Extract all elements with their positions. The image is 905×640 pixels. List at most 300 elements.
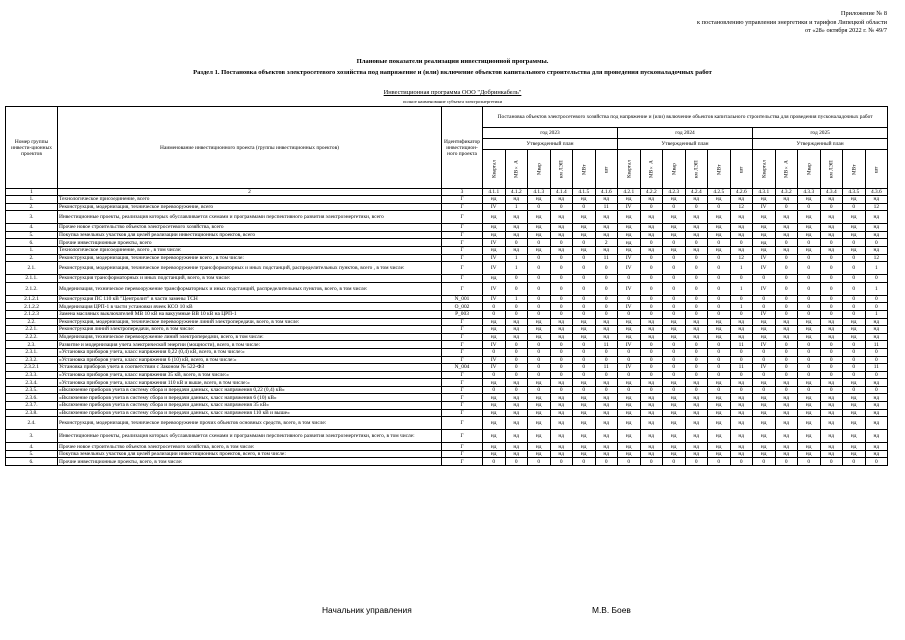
row-value: 0 [708, 239, 731, 247]
row-value: нд [798, 394, 821, 402]
row-value: IV [753, 254, 776, 262]
row-value: нд [550, 326, 573, 334]
row-value: 0 [775, 254, 798, 262]
row-value: нд [550, 196, 573, 204]
row-value: 0 [685, 348, 708, 356]
row-value: IV [753, 203, 776, 211]
row-value: нд [775, 246, 798, 254]
row-value: нд [753, 326, 776, 334]
row-value: нд [573, 379, 596, 387]
row-value: 0 [550, 275, 573, 283]
row-value: 0 [663, 239, 686, 247]
row-value: 0 [753, 386, 776, 394]
row-value: нд [708, 224, 731, 232]
row-value: нд [618, 239, 641, 247]
row-value: нд [618, 430, 641, 443]
row-value: нд [483, 379, 506, 387]
row-value: нд [528, 430, 551, 443]
header-approved-plan: Утвержденный план [618, 139, 753, 150]
row-value: нд [708, 430, 731, 443]
row-value: нд [528, 443, 551, 451]
table-row [6, 224, 888, 232]
row-value: 0 [798, 239, 821, 247]
row-value: 0 [730, 239, 753, 247]
row-value: нд [820, 450, 843, 458]
row-value: нд [663, 246, 686, 254]
row-value: 0 [505, 458, 528, 466]
row-value: 0 [528, 364, 551, 372]
row-value: нд [865, 450, 888, 458]
row-number: 2.3.3. [6, 371, 58, 379]
row-name: «Включение приборов учета в систему сбора и передачи данных, класс напряжения 110 кВ и выше» [58, 409, 442, 417]
row-value: 0 [753, 275, 776, 283]
row-value: нд [685, 379, 708, 387]
row-value: 0 [550, 341, 573, 349]
row-value: 0 [843, 364, 866, 372]
row-value: нд [843, 402, 866, 410]
row-name: Реконструкция трансформаторных и иных подстанций, всего, в том числе: [58, 275, 442, 283]
row-value: нд [573, 443, 596, 451]
row-value: 0 [663, 254, 686, 262]
row-value: нд [708, 417, 731, 430]
row-value: 0 [663, 348, 686, 356]
row-value: 0 [483, 348, 506, 356]
document-title: Плановые показатели реализации инвестиционной программы. [356, 58, 549, 65]
row-value: 1 [730, 282, 753, 295]
row-value: 0 [595, 295, 618, 303]
row-value: нд [820, 430, 843, 443]
row-identifier: Г [442, 254, 483, 262]
row-value: нд [573, 417, 596, 430]
row-value: 0 [775, 356, 798, 364]
row-number: 6. [6, 239, 58, 247]
row-value: нд [618, 443, 641, 451]
row-value: 0 [708, 262, 731, 275]
row-value: 0 [843, 295, 866, 303]
row-name: «Установка приборов учета, класс напряжения 110 кВ и выше, всего, в том числе:» [58, 379, 442, 387]
row-value: нд [730, 417, 753, 430]
row-value: 0 [573, 295, 596, 303]
row-value: 0 [640, 458, 663, 466]
row-value: нд [775, 379, 798, 387]
row-value: 0 [550, 364, 573, 372]
row-value: нд [595, 326, 618, 334]
row-value: IV [483, 364, 506, 372]
row-value: 0 [663, 356, 686, 364]
row-value: 0 [640, 295, 663, 303]
row-value: нд [730, 430, 753, 443]
row-value: нд [798, 333, 821, 341]
row-value: 0 [820, 386, 843, 394]
row-value: нд [573, 394, 596, 402]
row-value: нд [573, 224, 596, 232]
row-value: 0 [820, 262, 843, 275]
row-value: нд [663, 231, 686, 239]
row-value: нд [843, 326, 866, 334]
row-value: нд [775, 450, 798, 458]
row-value: нд [618, 409, 641, 417]
column-number: 1 [6, 189, 58, 196]
row-value: нд [618, 196, 641, 204]
row-name: Покупка земельных участков для целей реализации инвестиционных проектов, всего [58, 231, 442, 239]
row-value: нд [708, 450, 731, 458]
row-value: 0 [550, 386, 573, 394]
row-value: нд [550, 443, 573, 451]
row-value: нд [685, 430, 708, 443]
row-value: нд [640, 443, 663, 451]
row-value: 0 [550, 254, 573, 262]
row-value: 0 [618, 275, 641, 283]
column-number: 4.3.5 [843, 189, 866, 196]
row-value: нд [640, 246, 663, 254]
row-value: нд [528, 402, 551, 410]
row-value: 0 [775, 348, 798, 356]
row-value: 0 [798, 282, 821, 295]
row-value: 12 [730, 254, 753, 262]
table-row [6, 231, 888, 239]
row-value: 0 [708, 386, 731, 394]
row-number: 2.1.2. [6, 282, 58, 295]
row-value: 0 [730, 356, 753, 364]
row-value: нд [843, 417, 866, 430]
row-value: 0 [865, 356, 888, 364]
row-value: нд [843, 443, 866, 451]
row-identifier: Г [442, 430, 483, 443]
row-value: нд [528, 409, 551, 417]
row-value: 0 [483, 458, 506, 466]
row-value: нд [753, 394, 776, 402]
row-value: нд [685, 417, 708, 430]
row-value: нд [550, 333, 573, 341]
row-value: нд [573, 409, 596, 417]
row-value: 0 [775, 275, 798, 283]
row-value: 0 [550, 458, 573, 466]
row-value: 0 [550, 348, 573, 356]
row-value: 0 [865, 303, 888, 311]
row-value: нд [730, 379, 753, 387]
row-value: нд [820, 379, 843, 387]
row-value: 0 [550, 303, 573, 311]
row-value: нд [685, 333, 708, 341]
row-value: нд [483, 417, 506, 430]
row-value: нд [505, 379, 528, 387]
row-value: 0 [595, 303, 618, 311]
row-value: 0 [865, 239, 888, 247]
row-identifier: P_003 [442, 310, 483, 318]
row-value: 0 [730, 371, 753, 379]
table-row [6, 402, 888, 410]
row-value: нд [618, 394, 641, 402]
row-value: 0 [798, 254, 821, 262]
row-value: 0 [528, 295, 551, 303]
row-number: 1. [6, 246, 58, 254]
row-value: 0 [820, 303, 843, 311]
column-number: 4.2.4 [685, 189, 708, 196]
row-number: 2.1. [6, 262, 58, 275]
row-value: 0 [685, 295, 708, 303]
row-value: 0 [865, 458, 888, 466]
row-value: нд [865, 430, 888, 443]
table-row [6, 450, 888, 458]
row-value: нд [573, 196, 596, 204]
row-name: Прочее новое строительство объектов электросетевого хозяйства, всего, в том числе: [58, 443, 442, 451]
column-number: 4.1.5 [573, 189, 596, 196]
row-value: нд [505, 402, 528, 410]
row-value: нд [843, 409, 866, 417]
row-identifier: Г [442, 379, 483, 387]
row-value: 0 [685, 371, 708, 379]
row-name: Модернизация, техническое перевооружение трансформаторных и иных подстанций, распределительных пунктов, всего, в том числе: [58, 282, 442, 295]
program-subtitle: полное наименование субъекта электроэнергетики [402, 99, 503, 104]
row-value: нд [865, 417, 888, 430]
column-number: 4.1.3 [528, 189, 551, 196]
row-value: нд [865, 402, 888, 410]
row-value: 0 [663, 371, 686, 379]
row-value: нд [685, 211, 708, 224]
row-name: Модернизация, техническое перевооружение линий электропередачи, всего, в том числе: [58, 333, 442, 341]
numbering-row [6, 189, 888, 196]
row-value: IV [483, 341, 506, 349]
header-unit: Квартал [483, 150, 506, 189]
row-value: 0 [595, 275, 618, 283]
row-value: нд [730, 196, 753, 204]
row-value: нд [798, 450, 821, 458]
row-number: 6. [6, 458, 58, 466]
row-value: нд [775, 231, 798, 239]
row-name: «Включение приборов учета в систему сбора и передачи данных, класс напряжения 6 (10) кВ» [58, 394, 442, 402]
header-year: год 2023 [483, 128, 618, 139]
row-value: нд [573, 246, 596, 254]
row-value: 0 [505, 239, 528, 247]
row-value: 0 [708, 356, 731, 364]
column-number: 4.2.1 [618, 189, 641, 196]
header-unit: км ЛЭП [820, 150, 843, 189]
row-value: нд [595, 231, 618, 239]
row-value: нд [775, 417, 798, 430]
row-value: нд [663, 224, 686, 232]
row-name: Покупка земельных участков для целей реализации инвестиционных проектов, всего, в том числе: [58, 450, 442, 458]
row-value: нд [685, 326, 708, 334]
row-value: 0 [775, 371, 798, 379]
row-value: 0 [573, 303, 596, 311]
row-value: нд [775, 318, 798, 326]
row-value: нд [753, 318, 776, 326]
row-value: нд [843, 394, 866, 402]
header-project-name: Наименование инвестиционного проекта (группы инвестиционных проектов) [58, 107, 442, 189]
row-value: 0 [685, 203, 708, 211]
header-project-id: Идентификатор инвестицион-ного проекта [442, 107, 483, 189]
row-value: 0 [573, 275, 596, 283]
row-value: нд [640, 326, 663, 334]
row-value: 0 [708, 254, 731, 262]
row-number: 2.1.2.2 [6, 303, 58, 311]
row-value: нд [528, 417, 551, 430]
row-name: Реконструкция, модернизация, техническое перевооружение, всего [58, 203, 442, 211]
indicators-table [5, 106, 888, 466]
row-value: нд [865, 224, 888, 232]
row-value: IV [618, 303, 641, 311]
row-identifier: Г [442, 417, 483, 430]
row-value: 0 [753, 295, 776, 303]
row-value: нд [820, 409, 843, 417]
row-value: нд [618, 417, 641, 430]
row-value: нд [528, 394, 551, 402]
row-value: 0 [528, 310, 551, 318]
row-value: 0 [753, 303, 776, 311]
row-value: 0 [685, 254, 708, 262]
row-value: 0 [820, 203, 843, 211]
row-value: нд [483, 394, 506, 402]
table-row [6, 386, 888, 394]
row-value: IV [753, 282, 776, 295]
table-row [6, 326, 888, 334]
row-value: 0 [640, 262, 663, 275]
row-value: 0 [550, 295, 573, 303]
row-name: Прочие инвестиционные проекты, всего [58, 239, 442, 247]
row-value: 0 [708, 310, 731, 318]
header-approved-plan: Утвержденный план [753, 139, 888, 150]
row-value: нд [820, 333, 843, 341]
row-value: 0 [528, 341, 551, 349]
row-number: 5. [6, 231, 58, 239]
row-value: нд [798, 326, 821, 334]
row-number: 4. [6, 224, 58, 232]
row-number: 2.3.5. [6, 386, 58, 394]
row-value: нд [820, 246, 843, 254]
row-value: 0 [505, 275, 528, 283]
appendix-line: к постановлению управления энергетики и тарифов Липецкой области [697, 18, 887, 26]
column-number: 4.2.5 [708, 189, 731, 196]
row-value: 0 [573, 203, 596, 211]
row-value: 0 [550, 282, 573, 295]
row-value: нд [595, 196, 618, 204]
column-number: 4.3.1 [753, 189, 776, 196]
row-value: нд [663, 211, 686, 224]
row-value: нд [483, 231, 506, 239]
header-approved-plan: Утвержденный план [483, 139, 618, 150]
row-value: 0 [640, 348, 663, 356]
appendix-line: от «28» октября 2022 г. № 49/7 [804, 27, 887, 35]
row-value: нд [618, 231, 641, 239]
table-row [6, 275, 888, 283]
row-value: нд [730, 450, 753, 458]
row-number: 2.3.1. [6, 348, 58, 356]
row-value: нд [663, 196, 686, 204]
row-value: нд [843, 333, 866, 341]
row-value: нд [550, 430, 573, 443]
row-identifier: Г [442, 196, 483, 204]
row-value: IV [483, 295, 506, 303]
column-number: 4.1.1 [483, 189, 506, 196]
row-identifier: Г [442, 239, 483, 247]
row-name: Технологическое присоединение, всего , в том числе: [58, 246, 442, 254]
row-value: 0 [483, 310, 506, 318]
row-value: нд [843, 224, 866, 232]
section-title: Раздел 1. Постановка объектов электросетевого хозяйства под напряжение и (или) включение объектов капитального строительства для проведения пусконаладочных работ [193, 69, 712, 76]
row-value: 0 [843, 282, 866, 295]
row-value: 0 [798, 275, 821, 283]
row-value: нд [798, 224, 821, 232]
row-value: 0 [550, 262, 573, 275]
row-value: нд [663, 417, 686, 430]
row-value: 0 [640, 203, 663, 211]
row-value: нд [865, 443, 888, 451]
row-value: нд [708, 394, 731, 402]
row-value: 0 [483, 371, 506, 379]
table-row [6, 417, 888, 430]
row-value: 0 [843, 348, 866, 356]
row-number: 3. [6, 430, 58, 443]
row-name: Прочее новое строительство объектов электросетевого хозяйства, всего [58, 224, 442, 232]
row-value: нд [708, 318, 731, 326]
row-value: нд [595, 443, 618, 451]
row-value: нд [618, 211, 641, 224]
row-value: нд [573, 450, 596, 458]
row-value: 0 [573, 310, 596, 318]
row-number: 1. [6, 196, 58, 204]
row-value: 0 [640, 282, 663, 295]
row-value: нд [663, 394, 686, 402]
row-value: нд [708, 379, 731, 387]
row-value: нд [865, 379, 888, 387]
row-value: нд [595, 450, 618, 458]
row-value: нд [483, 443, 506, 451]
row-value: нд [640, 196, 663, 204]
row-value: 0 [618, 356, 641, 364]
row-value: 0 [708, 275, 731, 283]
row-value: 0 [730, 348, 753, 356]
row-value: 0 [843, 239, 866, 247]
row-identifier: Г [442, 282, 483, 295]
row-value: нд [663, 379, 686, 387]
row-value: нд [618, 333, 641, 341]
header-unit: км ЛЭП [685, 150, 708, 189]
row-value: 0 [730, 386, 753, 394]
row-value: 1 [730, 303, 753, 311]
header-row [6, 107, 888, 128]
row-value: 0 [595, 310, 618, 318]
row-value: 0 [775, 364, 798, 372]
row-value: 0 [820, 282, 843, 295]
row-value: нд [798, 231, 821, 239]
row-value: 0 [753, 348, 776, 356]
row-value: нд [865, 326, 888, 334]
row-value: нд [708, 246, 731, 254]
row-value: 0 [820, 371, 843, 379]
row-value: 0 [573, 371, 596, 379]
row-number: 2.4. [6, 417, 58, 430]
row-value: нд [483, 430, 506, 443]
row-name: Реконструкция, модернизация, техническое перевооружение линий электропередачи, всего, в том числе: [58, 318, 442, 326]
row-identifier: Г [442, 356, 483, 364]
row-value: 0 [550, 310, 573, 318]
row-value: нд [528, 333, 551, 341]
row-number: 2.1.1. [6, 275, 58, 283]
row-value: нд [663, 326, 686, 334]
row-value: нд [753, 402, 776, 410]
row-value: нд [483, 224, 506, 232]
table-row [6, 295, 888, 303]
row-value: 0 [483, 386, 506, 394]
row-value: 0 [843, 254, 866, 262]
row-value: 0 [798, 295, 821, 303]
row-name: Замена масляных выключателей МВ 10 кВ на вакуумные ВВ 10 кВ на ЦРП-1 [58, 310, 442, 318]
row-value: 0 [595, 386, 618, 394]
row-value: 0 [685, 341, 708, 349]
row-value: нд [798, 379, 821, 387]
row-name: Инвестиционные проекты, реализация которых обуславливается схемами и программами перспективного развития электроэнергетики, всего [58, 211, 442, 224]
row-value: нд [865, 333, 888, 341]
